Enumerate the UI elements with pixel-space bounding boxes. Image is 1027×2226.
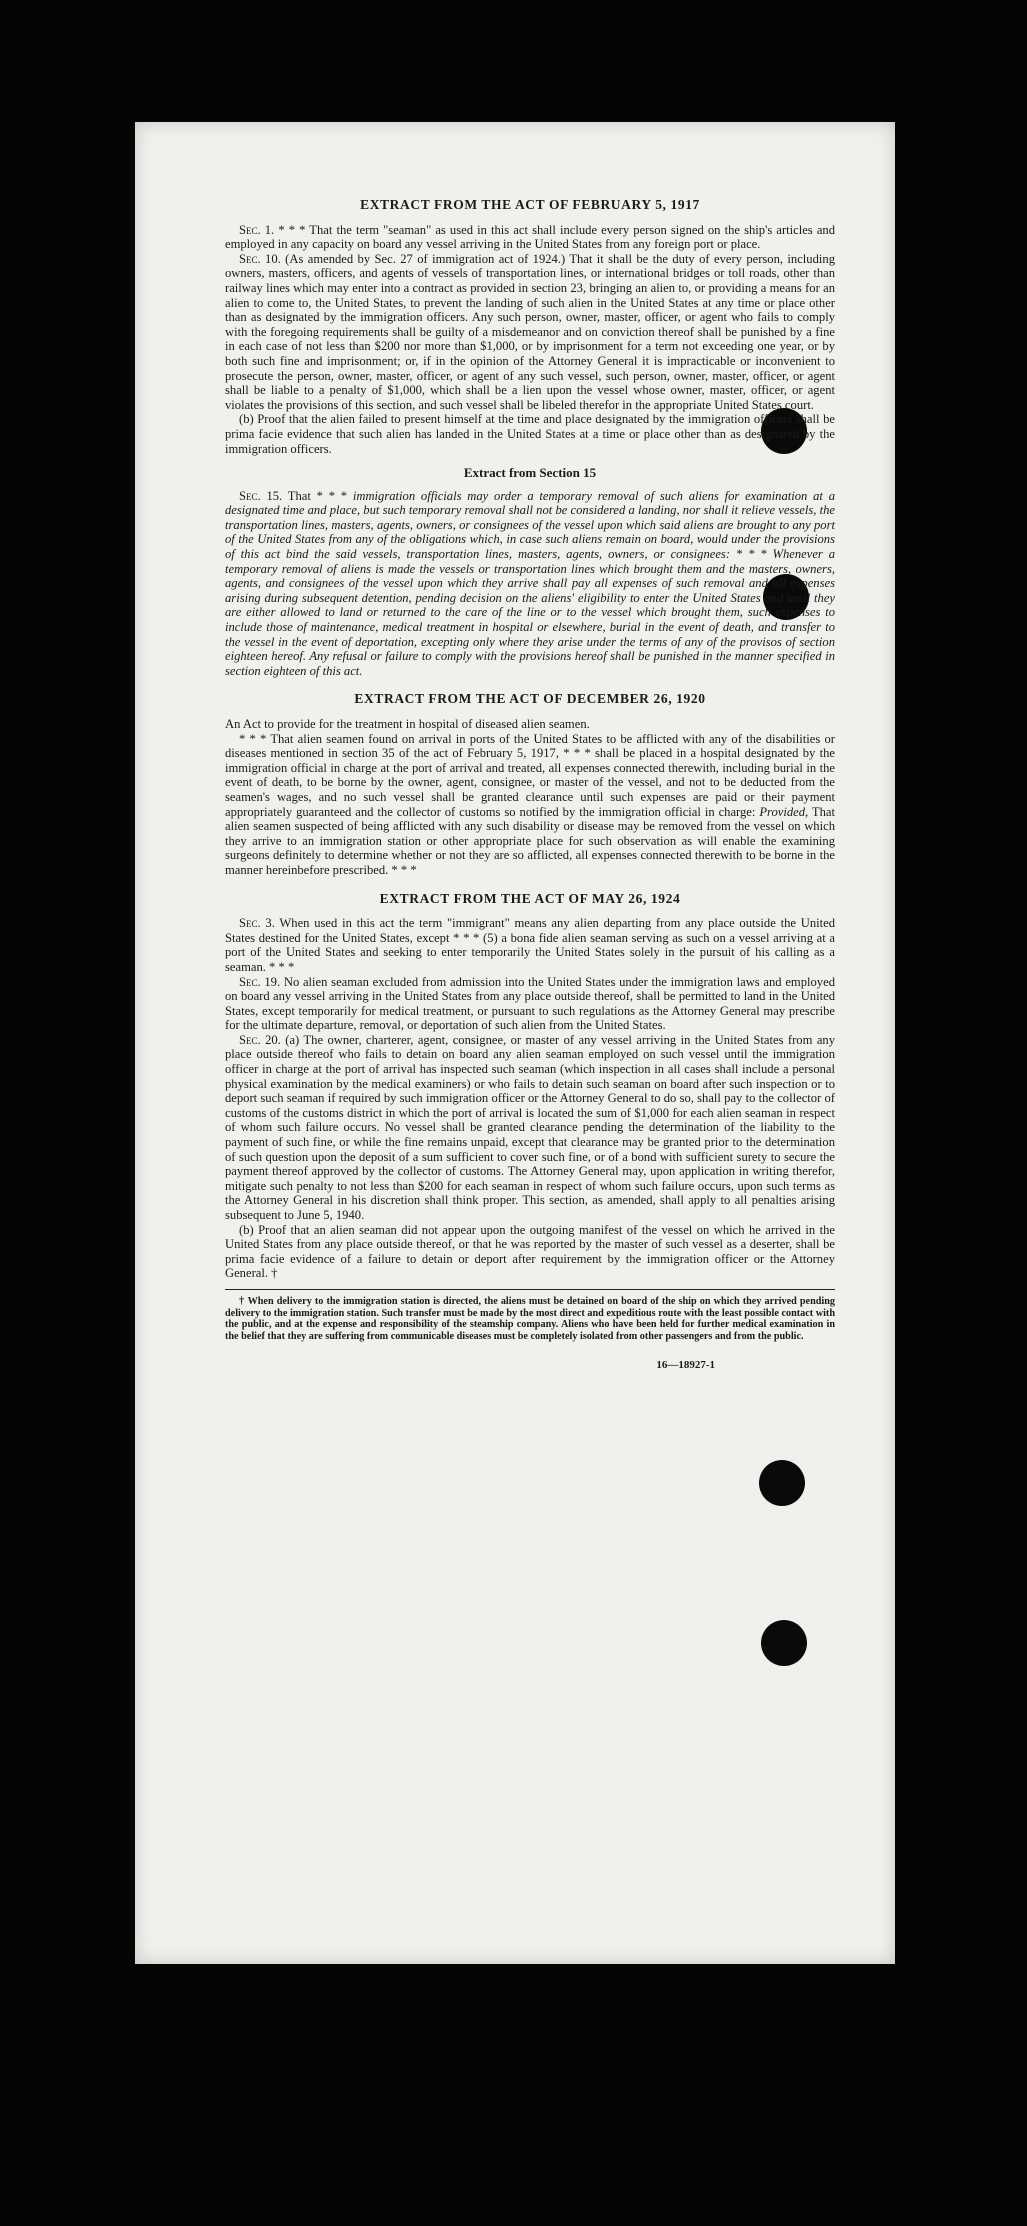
document-body xyxy=(225,192,835,1373)
section-text: No alien seaman excluded from admission into the United States under the immigration laws and employed on board any vessel arriving in the United States from any place outside thereof, shall be permitted to land in the United States, except temporarily for medical treatment, or pursuant to such regulations as the Attorney General may prescribe for the ultimate departure, removal, or deportation of such alien from the United States. xyxy=(225,974,835,1033)
footnote: † When delivery to the immigration station is directed, the aliens must be detained on board of the ship on which they arrived pending delivery to the immigration station. Such transfer must be made by the most direct and expeditious route with the least possible contact with the public, and at the expense and responsibility of the steamship company. Aliens who have been held for further medical examination in the belief that they are suffering from communicable diseases must be completely isolated from other passengers and from the public. xyxy=(225,1295,835,1342)
section-label: Sec. 15. xyxy=(239,488,283,503)
punch-hole xyxy=(759,1460,805,1506)
section-label: Sec. 19. xyxy=(239,974,281,989)
subheading-section-15: Extract from Section 15 xyxy=(463,465,597,481)
section-10 xyxy=(225,252,835,413)
section-19 xyxy=(225,975,835,1033)
section-3 xyxy=(225,916,835,974)
section-label: Sec. 10. xyxy=(239,251,281,266)
form-number: 16—18927-1 xyxy=(656,1359,715,1372)
act-1920-body xyxy=(225,732,835,878)
section-20 xyxy=(225,1033,835,1223)
heading-act-1924: EXTRACT FROM THE ACT OF MAY 26, 1924 xyxy=(379,890,681,906)
section-text: That * * * xyxy=(282,488,353,503)
act-1920-text: * * * That alien seamen found on arrival in ports of the United States to be afflicted with any of the disabilities or diseases mentioned in section 35 of the act of February 5, 1917, * * * shall be placed in a hospital designated by the immigration official in charge at the port of arrival and treated, all expenses connected therewith, including burial in the event of death, to be borne by the owner, agent, consignee, or master of the vessel, and not to be deducted from the seamen's wages, and no such vessel shall be granted clearance until such expenses are paid or their payment appropriately guaranteed and the collector of customs so notified by the immigration official in charge: xyxy=(225,731,835,819)
section-text: * * * That the term "seaman" as used in this act shall include every person signed on the ship's articles and employed in any capacity on board any vessel arriving in the United States from any foreign port or place. xyxy=(225,222,836,252)
footnote-divider xyxy=(225,1289,835,1290)
section-text: (As amended by Sec. 27 of immigration act of 1924.) That it shall be the duty of every person, including owners, masters, officers, and agents of vessels of transportation lines, or international bridges or toll roads, other than railway lines which may enter into a contract as provided in section 23, bringing an alien to, or providing a means for an alien to come to, the United States, to prevent the landing of such alien in the United States at any time or place other than as designated by the immigration officers. Any such person, owner, master, officer, or agent who fails to comply with the foregoing requirements shall be guilty of a misdemeanor and on conviction thereof shall be punished by a fine in each case of not less than $200 nor more than $1,000, or by imprisonment for a term not exceeding one year, or by both such fine and imprisonment; or, if in the opinion of the Attorney General it is impracticable or inconvenient to prosecute the person, owner, master, officer, or agent of any such vessel, such person, owner, master, officer, or agent shall be liable to a penalty of $1,000, which shall be a lien upon the vessel whose owner, master, officer, or agent violates the provisions of this section, and such vessel shall be libeled therefor in the appropriate United States court. xyxy=(225,251,835,412)
section-label: Sec. 3. xyxy=(239,916,275,931)
section-1 xyxy=(225,223,835,252)
section-20-b: (b) Proof that an alien seaman did not appear upon the outgoing manifest of the vessel on which he arrived in the United States from any place outside thereof, or that he was reported by the master of such vessel as a deserter, shall be prima facie evidence of a failure to detain or deport after requirement by the immigration officer or the Attorney General. † xyxy=(225,1222,835,1281)
heading-act-1917: EXTRACT FROM THE ACT OF FEBRUARY 5, 1917 xyxy=(360,197,700,212)
section-text: (a) The owner, charterer, agent, consignee, or master of any vessel arriving in the United States from any place outside thereof who fails to detain on board any alien seaman employed on such vessel until the immigration officer in charge at the port of arrival has inspected such seaman (which inspection in all cases shall include a personal physical examination by the medical examiners) or who fails to detain such seaman on board after such inspection or to deport such seaman if required by such immigration officer or the Attorney General to do so, shall pay to the collector of customs of the customs district in which the port of arrival is located the sum of $1,000 for each alien seaman in respect of whom such failure occurs. No vessel shall be granted clearance pending the determination of the liability to the payment of such fine, or while the fine remains unpaid, except that clearance may be granted prior to the determination of such question upon the deposit of a sum sufficient to cover such fine, or of a bond with sufficient surety to secure the payment thereof approved by the collector of customs. The Attorney General may, upon application in writing therefor, mitigate such penalty to not less than $200 for each seaman in respect of whom such failure occurs, upon such terms as the Attorney General in his discretion shall think proper. This section, as amended, shall apply to all penalties arising subsequent to June 5, 1940. xyxy=(225,1032,835,1222)
section-text-italic: immigration officials may order a temporary removal of such aliens for examination at a designated time and place, but such temporary removal shall not be considered a landing, nor shall it relieve vessels, the transportation lines, masters, agents, owners, or consignees of the vessel upon which said aliens are brought to any port of the United States from any of the obligations which, in case such aliens remain on board, would under the provisions of this act bind the said vessels, transportation lines, masters, agents, owners, or consignees: * * * Whenever a temporary removal of aliens is made the vessels or transportation lines which brought them and the masters, owners, agents, and consignees of the vessel upon which they arrive shall pay all expenses of such removal and all expenses arising during subsequent detention, pending decision on the aliens' eligibility to enter the United States and until they are either allowed to land or returned to the care of the line or to the vessel which brought them, such expenses to include those of maintenance, medical treatment in hospital or elsewhere, burial in the event of death, and transfer to the vessel in the event of deportation, excepting only where they arise under the terms of any of the provisos of section eighteen hereof. Any refusal or failure to comply with the provisions hereof shall be punished in the manner specified in section eighteen of this act. xyxy=(225,488,835,678)
section-label: Sec. 20. xyxy=(239,1032,281,1047)
act-1920-title: An Act to provide for the treatment in hospital of diseased alien seamen. xyxy=(225,717,590,731)
act-1920-provided: Provided, xyxy=(759,804,809,819)
section-label: Sec. 1. xyxy=(239,222,275,237)
section-10-b: (b) Proof that the alien failed to present himself at the time and place designated by the immigration officers shall be prima facie evidence that such alien has landed in the United States at a time or place other than as designated by the immigration officers. xyxy=(225,412,835,456)
heading-act-1920: EXTRACT FROM THE ACT OF DECEMBER 26, 1920 xyxy=(354,691,706,707)
act-1920-text-2: That alien seamen suspected of being afflicted with any such disability or disease may be removed from the vessel on which they arrive to an immigration station or other appropriate place for such observation as will enable the examining surgeons definitely to determine whether or not they are so afflicted, all expenses connected therewith to be borne in the manner hereinbefore prescribed. * * * xyxy=(225,804,836,877)
punch-hole xyxy=(761,1620,807,1666)
section-15 xyxy=(225,489,835,679)
document-page xyxy=(135,122,895,1964)
section-text: When used in this act the term "immigrant" means any alien departing from any place outside the United States destined for the United States, except * * * (5) a bona fide alien seaman serving as such on a vessel arriving at a port of the United States and seeking to enter temporarily the United States solely in the pursuit of his calling as a seaman. * * * xyxy=(225,916,835,974)
